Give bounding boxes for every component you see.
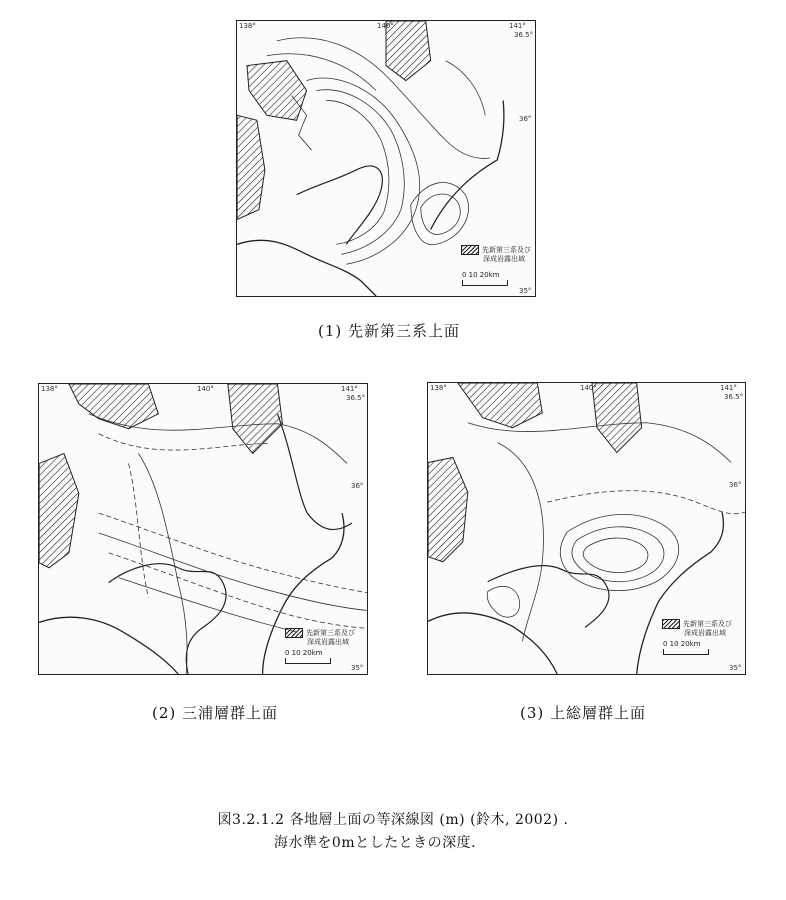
outcrop-area bbox=[592, 383, 642, 453]
map-panel-3 bbox=[427, 382, 746, 675]
coastline bbox=[428, 613, 557, 674]
coastline bbox=[297, 166, 383, 244]
depth-contour bbox=[487, 586, 519, 617]
lat-tick-top: 36.5° bbox=[514, 31, 534, 39]
lon-tick-right: 141° bbox=[509, 22, 526, 30]
lon-tick-right: 141° bbox=[341, 385, 358, 393]
depth-contour bbox=[99, 533, 367, 610]
scale-bar bbox=[462, 271, 508, 286]
hatch-swatch bbox=[461, 245, 479, 255]
lon-tick-left: 138° bbox=[430, 384, 447, 392]
scale-label: 0 10 20km bbox=[663, 640, 701, 648]
legend-line-2: 深成岩露出域 bbox=[307, 638, 349, 646]
lat-tick-mid: 36° bbox=[351, 482, 364, 490]
map-legend bbox=[285, 628, 355, 647]
figure-caption-line-1: 図3.2.1.2 各地層上面の等深線図 (m) (鈴木, 2002) . bbox=[217, 812, 569, 828]
legend-line-2: 深成岩露出域 bbox=[684, 629, 726, 637]
map-legend bbox=[662, 619, 732, 638]
lon-tick-left: 138° bbox=[239, 22, 256, 30]
coastline bbox=[488, 566, 609, 628]
outcrop-area bbox=[428, 457, 468, 561]
map-caption-1: (1) 先新第三系上面 bbox=[318, 322, 461, 340]
coastline bbox=[277, 414, 351, 530]
depth-contour bbox=[326, 100, 388, 244]
lon-tick-left: 138° bbox=[41, 385, 58, 393]
outcrop-area bbox=[247, 61, 307, 121]
depth-contour bbox=[99, 513, 367, 592]
map-legend bbox=[461, 245, 531, 264]
map-panel-1 bbox=[236, 20, 536, 297]
coastline bbox=[431, 100, 504, 229]
legend-line-2: 深成岩露出域 bbox=[483, 255, 525, 263]
outcrop-area bbox=[228, 384, 283, 454]
scale-bar-line bbox=[285, 658, 331, 664]
depth-contour bbox=[446, 61, 486, 116]
legend-line-1: 先新第三系及び bbox=[683, 620, 732, 628]
coastline bbox=[237, 240, 376, 296]
depth-contour bbox=[317, 90, 405, 255]
lat-tick-mid: 36° bbox=[729, 481, 742, 489]
lat-tick-bottom: 35° bbox=[519, 287, 532, 295]
outcrop-area bbox=[237, 115, 265, 219]
depth-contour bbox=[421, 194, 461, 234]
depth-contour bbox=[277, 38, 490, 159]
map-caption-3: (3) 上総層群上面 bbox=[520, 704, 647, 722]
scale-bar bbox=[663, 640, 709, 655]
depth-contour bbox=[498, 443, 544, 642]
depth-contour bbox=[547, 491, 745, 514]
outcrop-area bbox=[69, 384, 158, 429]
scale-bar-line bbox=[462, 280, 508, 286]
lat-tick-top: 36.5° bbox=[724, 393, 744, 401]
map-panel-2 bbox=[38, 383, 368, 675]
hatch-swatch bbox=[285, 628, 303, 638]
lon-tick-mid: 140° bbox=[377, 22, 394, 30]
lon-tick-mid: 140° bbox=[580, 384, 597, 392]
lat-tick-top: 36.5° bbox=[346, 394, 366, 402]
outcrop-area bbox=[39, 454, 79, 568]
depth-contour bbox=[129, 463, 149, 597]
lat-tick-mid: 36° bbox=[519, 115, 532, 123]
lon-tick-mid: 140° bbox=[197, 385, 214, 393]
legend-line-1: 先新第三系及び bbox=[306, 629, 355, 637]
lat-tick-bottom: 35° bbox=[729, 664, 742, 672]
lat-tick-bottom: 35° bbox=[351, 664, 364, 672]
legend-line-1: 先新第三系及び bbox=[482, 246, 531, 254]
depth-contour bbox=[109, 553, 367, 628]
coastline bbox=[39, 617, 178, 674]
lon-tick-right: 141° bbox=[720, 384, 737, 392]
hatch-swatch bbox=[662, 619, 680, 629]
depth-contour bbox=[307, 78, 420, 264]
depth-contour bbox=[560, 514, 678, 590]
scale-bar-line bbox=[663, 649, 709, 655]
scale-bar bbox=[285, 649, 331, 664]
map-caption-2: (2) 三浦層群上面 bbox=[152, 704, 279, 722]
figure-caption-line-2: 海水準を0mとしたときの深度. bbox=[273, 835, 477, 851]
scale-label: 0 10 20km bbox=[462, 271, 500, 279]
outcrop-area bbox=[458, 383, 542, 428]
scale-label: 0 10 20km bbox=[285, 649, 323, 657]
depth-contour bbox=[583, 538, 648, 573]
